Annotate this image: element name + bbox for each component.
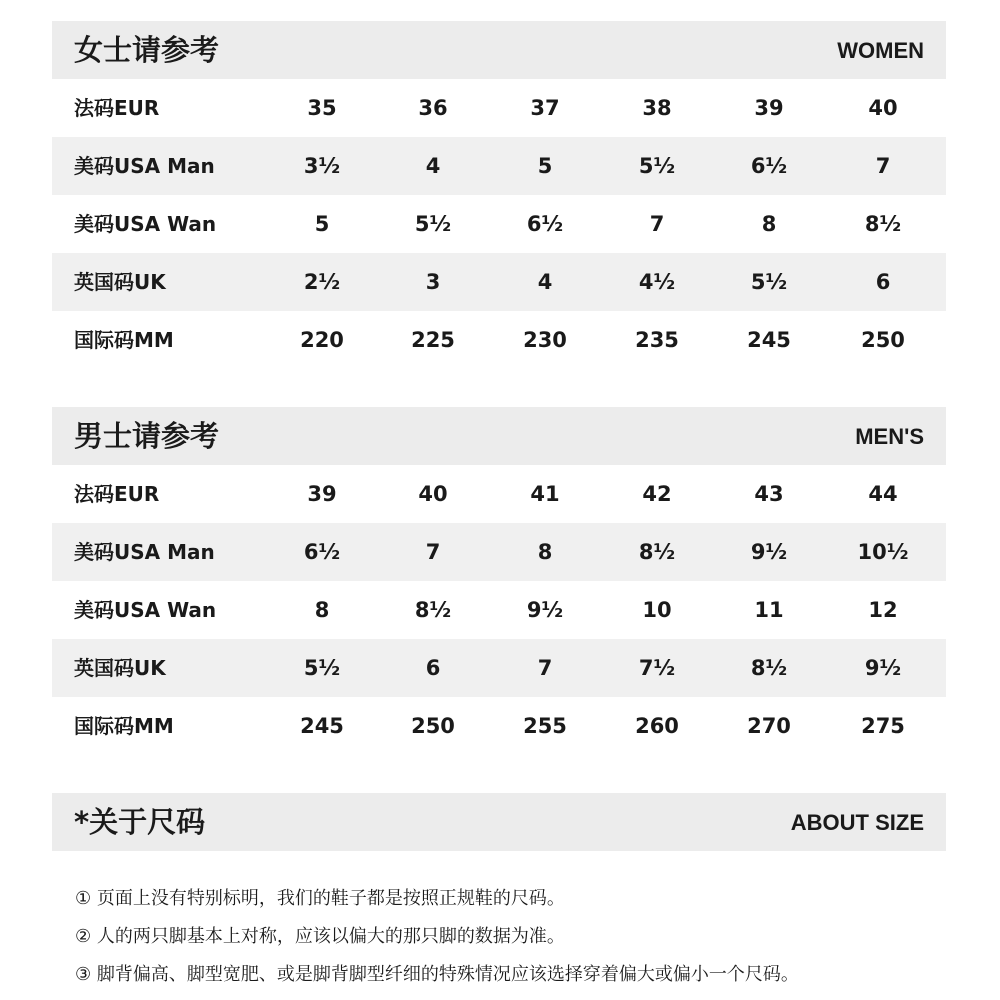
size-cell: 42 [642, 482, 672, 506]
table-row-usa-wan [52, 195, 946, 253]
table-row-eur [52, 79, 946, 137]
size-cell: 3 [425, 270, 441, 294]
size-cell: 6 [425, 656, 441, 680]
size-cell: 43 [754, 482, 784, 506]
size-cell: 5 [537, 154, 553, 178]
size-cell: 8 [314, 598, 330, 622]
size-cell: 39 [307, 482, 337, 506]
size-cell: 255 [523, 714, 567, 738]
size-notes [75, 880, 955, 994]
size-cell: 4 [425, 154, 441, 178]
size-cell: 10 [642, 598, 672, 622]
table-row-usa-man [52, 137, 946, 195]
size-cell: 7 [875, 154, 891, 178]
size-cell: 8½ [750, 656, 788, 680]
note-item: ③ 脚背偏高、脚型宽肥、或是脚背脚型纤细的特殊情况应该选择穿着偏大或偏小一个尺码。 [75, 964, 799, 985]
size-cell: 250 [411, 714, 455, 738]
size-cell: 5½ [303, 656, 341, 680]
row-label: 法码EUR [74, 482, 160, 506]
size-cell: 275 [861, 714, 905, 738]
size-cell: 40 [868, 96, 898, 120]
size-cell: 220 [300, 328, 344, 352]
size-cell: 7 [649, 212, 665, 236]
size-cell: 245 [747, 328, 791, 352]
size-cell: 9½ [864, 656, 902, 680]
size-cell: 9½ [750, 540, 788, 564]
size-cell: 12 [868, 598, 898, 622]
size-cell: 36 [418, 96, 448, 120]
note-item: ① 页面上没有特别标明，我们的鞋子都是按照正规鞋的尺码。 [75, 888, 565, 909]
about-section-title: *关于尺码 [74, 805, 206, 839]
size-cell: 225 [411, 328, 455, 352]
size-cell: 235 [635, 328, 679, 352]
size-cell: 270 [747, 714, 791, 738]
size-cell: 8½ [864, 212, 902, 236]
table-row-eur [52, 465, 946, 523]
size-cell: 250 [861, 328, 905, 352]
table-row-mm [52, 697, 946, 755]
size-cell: 11 [754, 598, 784, 622]
women-section-subtitle: WOMEN [837, 38, 924, 63]
size-cell: 5 [314, 212, 330, 236]
men-section-subtitle: MEN'S [855, 424, 924, 449]
men-size-table [52, 465, 946, 755]
men-section-header [52, 407, 946, 465]
size-cell: 8 [761, 212, 777, 236]
size-cell: 8½ [414, 598, 452, 622]
size-cell: 40 [418, 482, 448, 506]
size-cell: 8½ [638, 540, 676, 564]
size-cell: 245 [300, 714, 344, 738]
size-cell: 5½ [638, 154, 676, 178]
row-label: 国际码MM [74, 714, 174, 738]
size-cell: 10½ [857, 540, 909, 564]
row-label: 英国码UK [74, 270, 166, 294]
women-size-table [52, 79, 946, 369]
size-cell: 6½ [526, 212, 564, 236]
women-section-header [52, 21, 946, 79]
size-cell: 2½ [303, 270, 341, 294]
size-cell: 7½ [638, 656, 676, 680]
size-cell: 38 [642, 96, 672, 120]
size-cell: 260 [635, 714, 679, 738]
size-cell: 41 [530, 482, 560, 506]
row-label: 美码USA Man [74, 154, 215, 178]
size-cell: 3½ [303, 154, 341, 178]
table-row-usa-man [52, 523, 946, 581]
size-cell: 6½ [750, 154, 788, 178]
size-cell: 44 [868, 482, 898, 506]
row-label: 英国码UK [74, 656, 166, 680]
note-item: ② 人的两只脚基本上对称，应该以偏大的那只脚的数据为准。 [75, 926, 565, 947]
women-section-title: 女士请参考 [74, 33, 220, 67]
size-cell: 6 [875, 270, 891, 294]
size-cell: 39 [754, 96, 784, 120]
table-row-uk [52, 253, 946, 311]
table-row-mm [52, 311, 946, 369]
size-cell: 4½ [638, 270, 676, 294]
size-cell: 9½ [526, 598, 564, 622]
table-row-uk [52, 639, 946, 697]
about-section-subtitle: ABOUT SIZE [790, 810, 924, 835]
row-label: 国际码MM [74, 328, 174, 352]
row-label: 美码USA Wan [74, 212, 217, 236]
size-cell: 6½ [303, 540, 341, 564]
size-cell: 8 [537, 540, 553, 564]
size-cell: 7 [537, 656, 553, 680]
size-cell: 35 [307, 96, 337, 120]
size-cell: 4 [537, 270, 553, 294]
table-row-usa-wan [52, 581, 946, 639]
size-cell: 5½ [750, 270, 788, 294]
size-cell: 230 [523, 328, 567, 352]
row-label: 法码EUR [74, 96, 160, 120]
men-section-title: 男士请参考 [74, 419, 220, 453]
row-label: 美码USA Wan [74, 598, 217, 622]
size-cell: 7 [425, 540, 441, 564]
size-cell: 5½ [414, 212, 452, 236]
size-cell: 37 [530, 96, 560, 120]
about-section-header [52, 793, 946, 851]
row-label: 美码USA Man [74, 540, 215, 564]
